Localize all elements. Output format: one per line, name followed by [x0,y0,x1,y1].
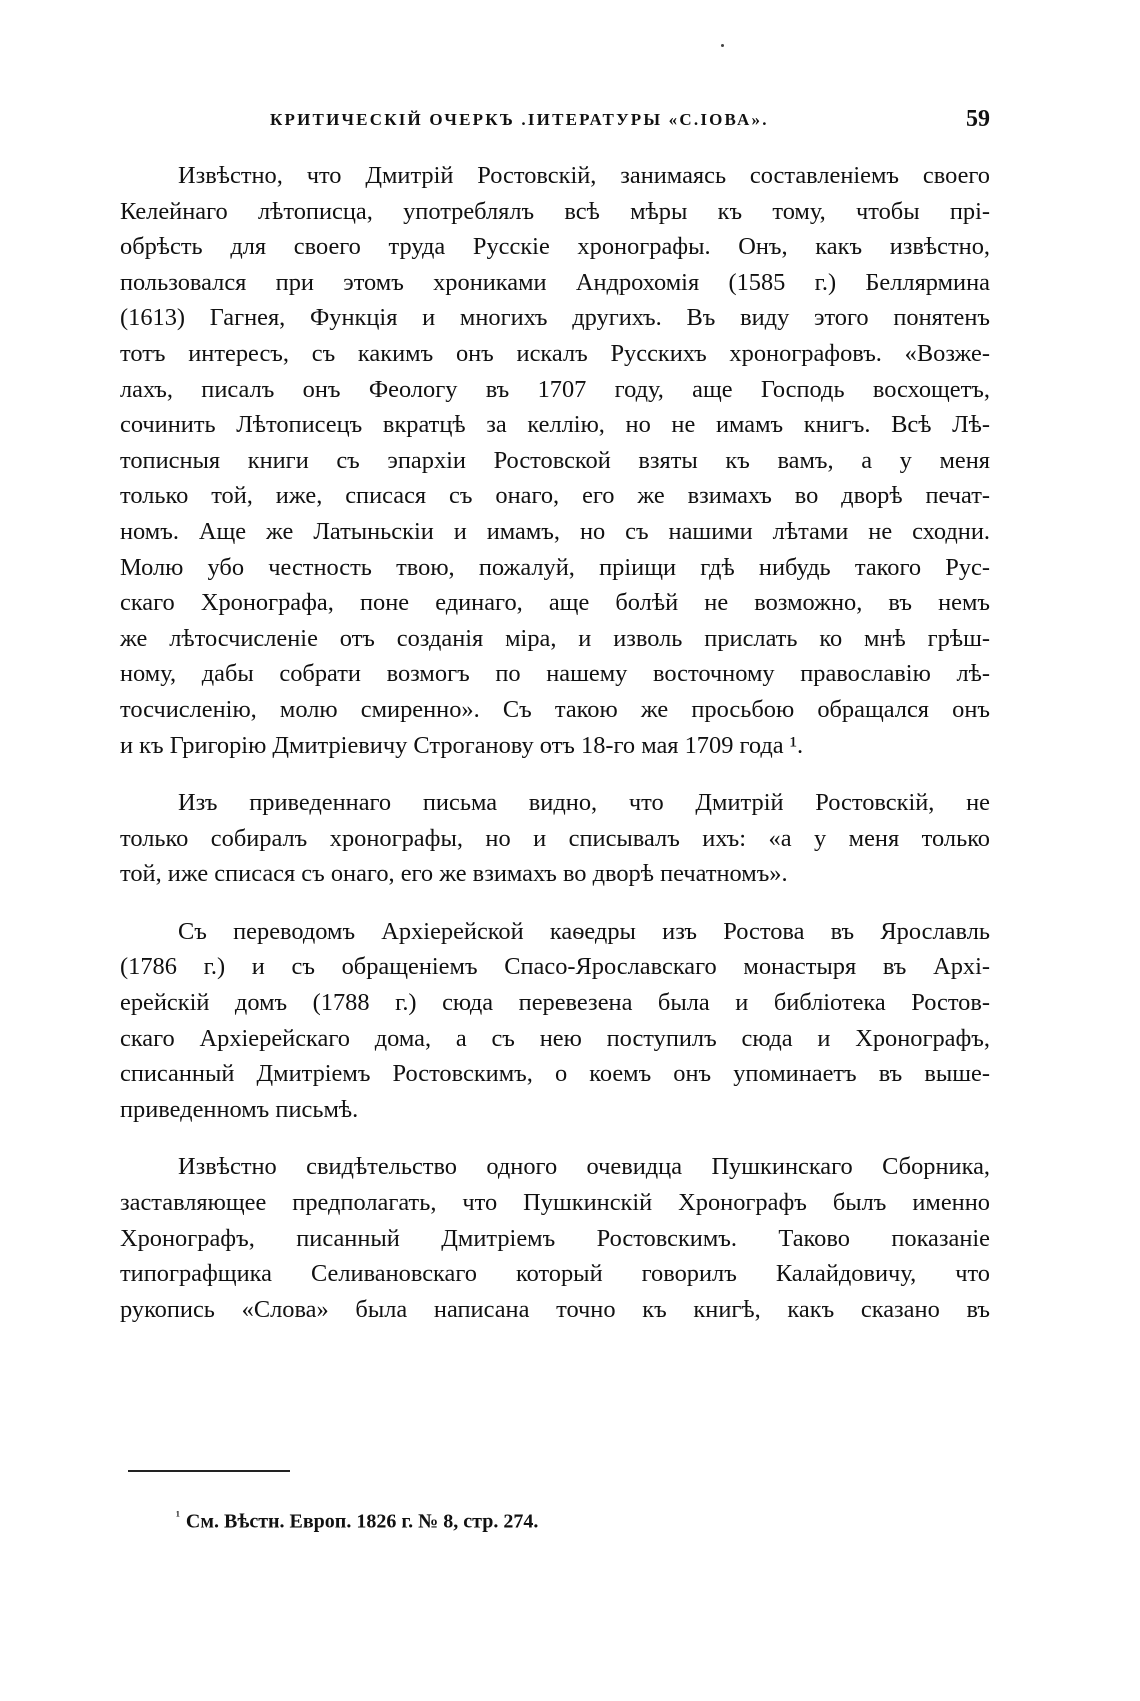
paragraph-4 [120,1149,990,1327]
footnote [176,1508,538,1534]
text-line: Изъ приведеннаго письма видно, что Дмитрій Ростовскій, не [178,789,990,817]
text-line: и къ Григорію Дмитріевичу Строганову отъ 18-го мая 1709 года ¹. [120,731,804,759]
text-line: тосчисленію, молю смиренно». Съ такою же просьбою обращался онъ [120,695,990,723]
text-line: же лѣтосчисленіе отъ созданія міра, и изволь прислать ко мнѣ грѣш- [120,624,990,652]
text-line: пользовался при этомъ хрониками Андрохомія (1585 г.) Беллярмина [120,268,990,296]
text-line: лахъ, писалъ онъ Феологу въ 1707 году, аще Господь восхощетъ, [120,375,990,403]
text-line: только той, иже, списася съ онаго, его же взимахъ во дворѣ печат- [120,482,990,510]
text-line: скаго Хронографа, поне единаго, аще болѣй не возможно, въ немъ [120,589,990,617]
paragraph-3 [120,914,990,1128]
text-line: той, иже списася съ онаго, его же взимахъ во дворѣ печатномъ». [120,860,788,888]
text-line: Келейнаго лѣтописца, употреблялъ всѣ мѣры къ тому, чтобы прі- [120,197,990,225]
text-line: приведенномъ письмѣ. [120,1095,359,1123]
footnote-marker: ¹ [176,1508,180,1523]
paragraph-2 [120,785,990,892]
text-line: Съ переводомъ Архіерейской каѳедры изъ Ростова въ Ярославль [178,917,990,945]
text-line: Молю убо честность твою, пожалуй, пріищи гдѣ нибудь такого Рус- [120,553,990,581]
body-text [120,158,990,1327]
text-line: заставляющее предполагать, что Пушкинскій Хронографъ былъ именно [120,1189,990,1217]
text-line: тотъ интересъ, съ какимъ онъ искалъ Русскихъ хронографовъ. «Возже- [120,339,990,367]
text-line: (1613) Гагнея, Функція и многихъ другихъ. Въ виду этого понятенъ [120,304,990,332]
text-line: только собиралъ хронографы, но и списывалъ ихъ: «а у меня только [120,824,990,852]
page-number: 59 [966,106,990,132]
running-title: КРИТИЧЕСКIЙ ОЧЕРКЪ .IИТЕРАТУРЫ «С.IОВА». [270,110,769,129]
text-line: рукопись «Слова» была написана точно къ книгѣ, какъ сказано въ [120,1295,990,1323]
text-line: номъ. Аще же Латыньскіи и имамъ, но съ нашими лѣтами не сходни. [120,517,990,545]
footnote-text: См. Вѣстн. Европ. 1826 г. № 8, стр. 274. [185,1510,539,1533]
text-line: Хронографъ, писанный Дмитріемъ Ростовскимъ. Таково показаніе [120,1224,990,1252]
text-line: (1786 г.) и съ обращеніемъ Спасо-Ярославскаго монастыря въ Архі- [120,953,990,981]
text-line: списанный Дмитріемъ Ростовскимъ, о коемъ онъ упоминаетъ въ выше- [120,1060,990,1088]
text-line: Извѣстно, что Дмитрій Ростовскій, занимаясь составленіемъ своего [178,162,990,189]
text-line: типографщика Селивановскаго который говорилъ Калайдовичу, что [120,1260,990,1288]
text-line: ерейскій домъ (1788 г.) сюда перевезена была и библіотека Ростов- [120,989,990,1017]
paragraph-1 [120,158,990,763]
print-speck [721,44,724,47]
running-head [120,106,990,140]
text-line: обрѣсть для своего труда Русскіе хронографы. Онъ, какъ извѣстно, [120,233,990,261]
text-line: ному, дабы собрати возмогъ по нашему восточному православію лѣ- [120,660,990,688]
text-line: Извѣстно свидѣтельство одного очевидца Пушкинскаго Сборника, [178,1153,990,1181]
text-line: скаго Архіерейскаго дома, а съ нею поступилъ сюда и Хронографъ, [120,1024,990,1052]
text-line: тописныя книги съ эпархіи Ростовской взяты къ вамъ, а у меня [120,446,990,474]
text-line: сочинить Лѣтописецъ вкратцѣ за келлію, но не имамъ книгъ. Всѣ Лѣ- [120,411,990,439]
footnote-rule [128,1470,290,1472]
